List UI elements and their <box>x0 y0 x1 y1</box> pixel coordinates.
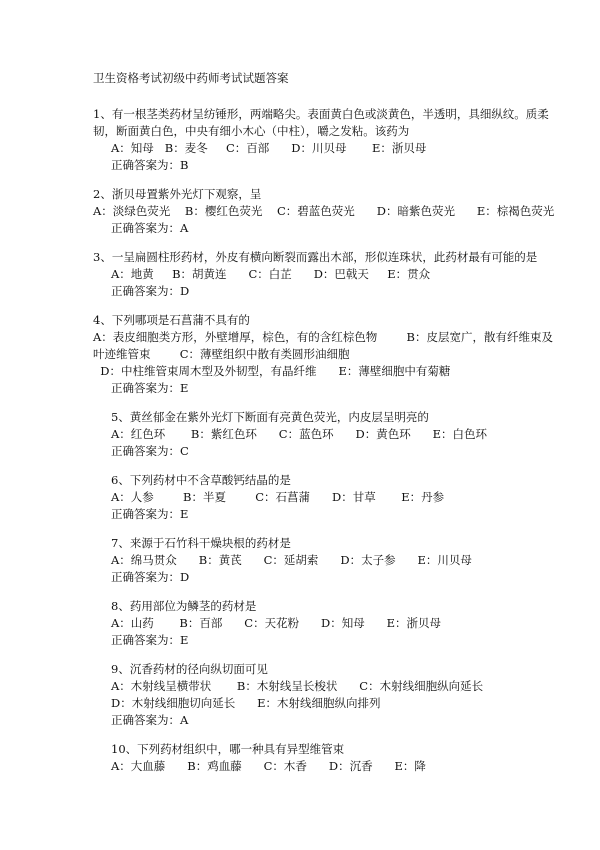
question-line: 4、下列哪项是石菖蒲不具有的 <box>93 313 250 327</box>
question-options: 叶迹维管束 C：薄壁组织中散有类圆形油细胞 <box>93 347 350 361</box>
question-line: 10、下列药材组织中，哪一种具有异型维管束 <box>111 742 345 756</box>
correct-answer: 正确答案为：D <box>111 570 190 584</box>
correct-answer: 正确答案为：C <box>111 444 189 458</box>
correct-answer: 正确答案为：E <box>111 507 189 521</box>
correct-answer: 正确答案为：B <box>111 158 189 172</box>
question-options: A：大血藤 B：鸡血藤 C：木香 D：沉香 E：降 <box>111 759 426 773</box>
question-options: D：中柱维管束周木型及外韧型，有晶纤维 E：薄壁细胞中有菊糖 <box>93 364 451 378</box>
correct-answer: 正确答案为：E <box>111 381 189 395</box>
correct-answer: 正确答案为：E <box>111 633 189 647</box>
question-line: 3、一呈扁圆柱形药材，外皮有横向断裂而露出木部，形似连珠状，此药材最有可能的是 <box>93 250 538 264</box>
question-options: A：地黄 B：胡黄连 C：白芷 D：巴戟天 E：贯众 <box>111 267 431 281</box>
question-options: A：山药 B：百部 C：天花粉 D：知母 E：浙贝母 <box>111 616 442 630</box>
question-options: A：人参 B：半夏 C：石菖蒲 D：甘草 E：丹参 <box>111 490 445 504</box>
document-title: 卫生资格考试初级中药师考试试题答案 <box>93 71 289 85</box>
correct-answer: 正确答案为：A <box>111 221 189 235</box>
correct-answer: 正确答案为：D <box>111 284 190 298</box>
question-options: A：知母 B：麦冬 C：百部 D：川贝母 E：浙贝母 <box>111 141 427 155</box>
correct-answer: 正确答案为：A <box>111 713 189 727</box>
question-line: 5、黄丝郁金在紫外光灯下断面有亮黄色荧光，内皮层呈明亮的 <box>111 410 429 424</box>
question-line: 8、药用部位为鳞茎的药材是 <box>111 599 257 613</box>
question-line: 韧，断面黄白色，中央有细小木心（中柱），嚼之发粘。该药为 <box>93 124 410 138</box>
question-line: 6、下列药材中不含草酸钙结晶的是 <box>111 473 291 487</box>
question-options: A：绵马贯众 B：黄芪 C：延胡索 D：太子参 E：川贝母 <box>111 553 472 567</box>
question-options: A：淡绿色荧光 B：樱红色荧光 C：碧蓝色荧光 D：暗紫色荧光 E：棕褐色荧光 <box>93 204 555 218</box>
question-line: 1、有一根茎类药材呈纺锤形，两端略尖。表面黄白色或淡黄色，半透明，具细纵纹。质柔 <box>93 107 549 121</box>
question-options: A：表皮细胞类方形，外壁增厚，棕色，有的含红棕色物 B：皮层宽广，散有纤维束及 <box>93 330 553 344</box>
question-options: A：木射线呈横带状 B：木射线呈长梭状 C：木射线细胞纵向延长 <box>111 679 484 693</box>
question-line: 2、浙贝母置紫外光灯下观察，呈 <box>93 187 262 201</box>
question-line: 9、沉香药材的径向纵切面可见 <box>111 662 268 676</box>
question-line: 7、来源于石竹科干燥块根的药材是 <box>111 536 291 550</box>
question-options: A：红色环 B：紫红色环 C：蓝色环 D：黄色环 E：白色环 <box>111 427 488 441</box>
question-options: D：木射线细胞切向延长 E：木射线细胞纵向排列 <box>111 696 381 710</box>
